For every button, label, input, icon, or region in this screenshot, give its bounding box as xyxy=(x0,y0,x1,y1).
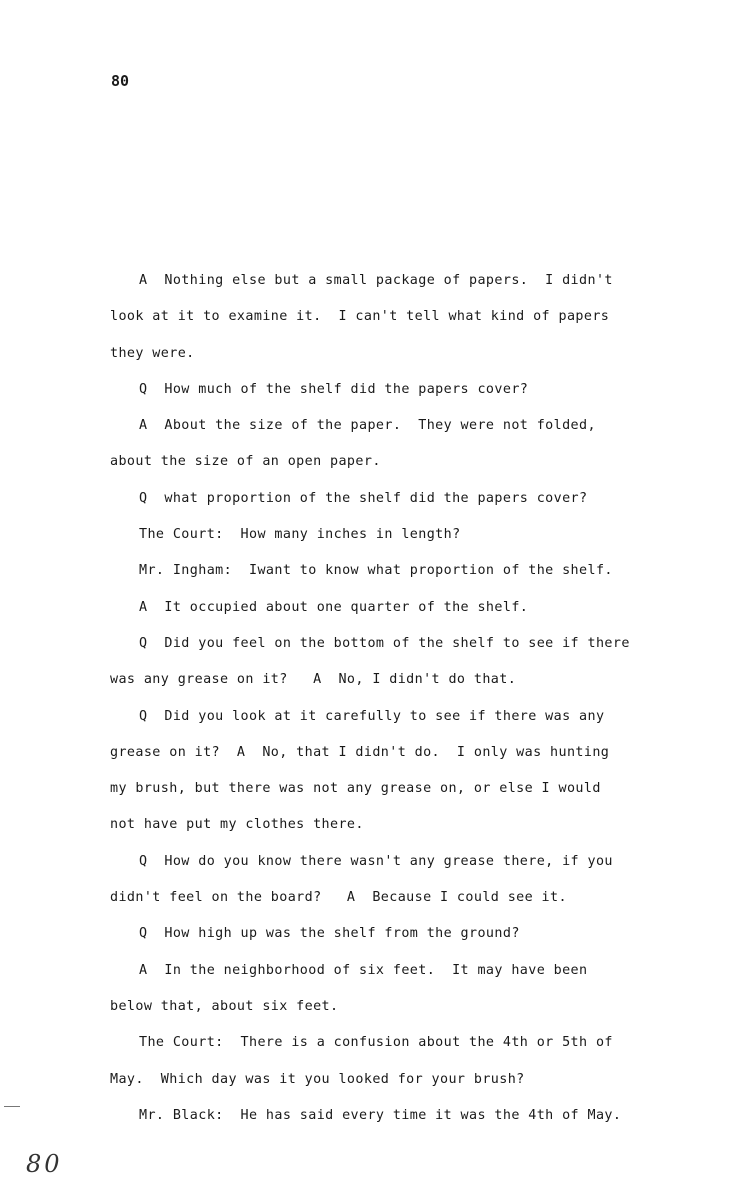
transcript-line: Q How do you know there wasn't any grease there, if you xyxy=(139,853,613,869)
transcript-line: about the size of an open paper. xyxy=(110,454,381,470)
transcript-line: didn't feel on the board? A Because I could see it. xyxy=(110,890,567,906)
transcript-line: below that, about six feet. xyxy=(110,998,339,1014)
transcript-line: look at it to examine it. I can't tell what kind of papers xyxy=(110,309,610,325)
transcript-line: Mr. Black: He has said every time it was the 4th of May. xyxy=(139,1107,622,1123)
transcript-line: they were. xyxy=(110,345,195,361)
transcript-line: Q what proportion of the shelf did the papers cover? xyxy=(139,490,588,506)
transcript-line: May. Which day was it you looked for your brush? xyxy=(110,1071,525,1087)
margin-mark xyxy=(4,1106,20,1107)
transcript-line: my brush, but there was not any grease on, or else I would xyxy=(110,781,601,797)
handwritten-page-number: 80 xyxy=(26,1150,63,1178)
transcript-line: A It occupied about one quarter of the shelf. xyxy=(139,599,529,615)
transcript-line: grease on it? A No, that I didn't do. I only was hunting xyxy=(110,744,610,760)
transcript-line: not have put my clothes there. xyxy=(110,817,364,833)
transcript-line: The Court: There is a confusion about the 4th or 5th of xyxy=(139,1035,613,1051)
transcript-line: Mr. Ingham: Iwant to know what proportion of the shelf. xyxy=(139,563,613,579)
transcript-body xyxy=(110,267,710,1138)
transcript-line: The Court: How many inches in length? xyxy=(139,527,461,543)
transcript-line: A Nothing else but a small package of papers. I didn't xyxy=(139,273,613,288)
page-number: 80 xyxy=(111,72,130,90)
transcript-line: A About the size of the paper. They were not folded, xyxy=(139,418,596,434)
transcript-line: Q Did you look at it carefully to see if there was any xyxy=(139,708,605,724)
transcript-line: Q How high up was the shelf from the ground? xyxy=(139,926,520,942)
transcript-line: Q Did you feel on the bottom of the shelf to see if there xyxy=(139,635,630,651)
transcript-line: A In the neighborhood of six feet. It may have been xyxy=(139,962,588,978)
transcript-line: was any grease on it? A No, I didn't do that. xyxy=(110,672,517,688)
transcript-line: Q How much of the shelf did the papers cover? xyxy=(139,381,529,397)
